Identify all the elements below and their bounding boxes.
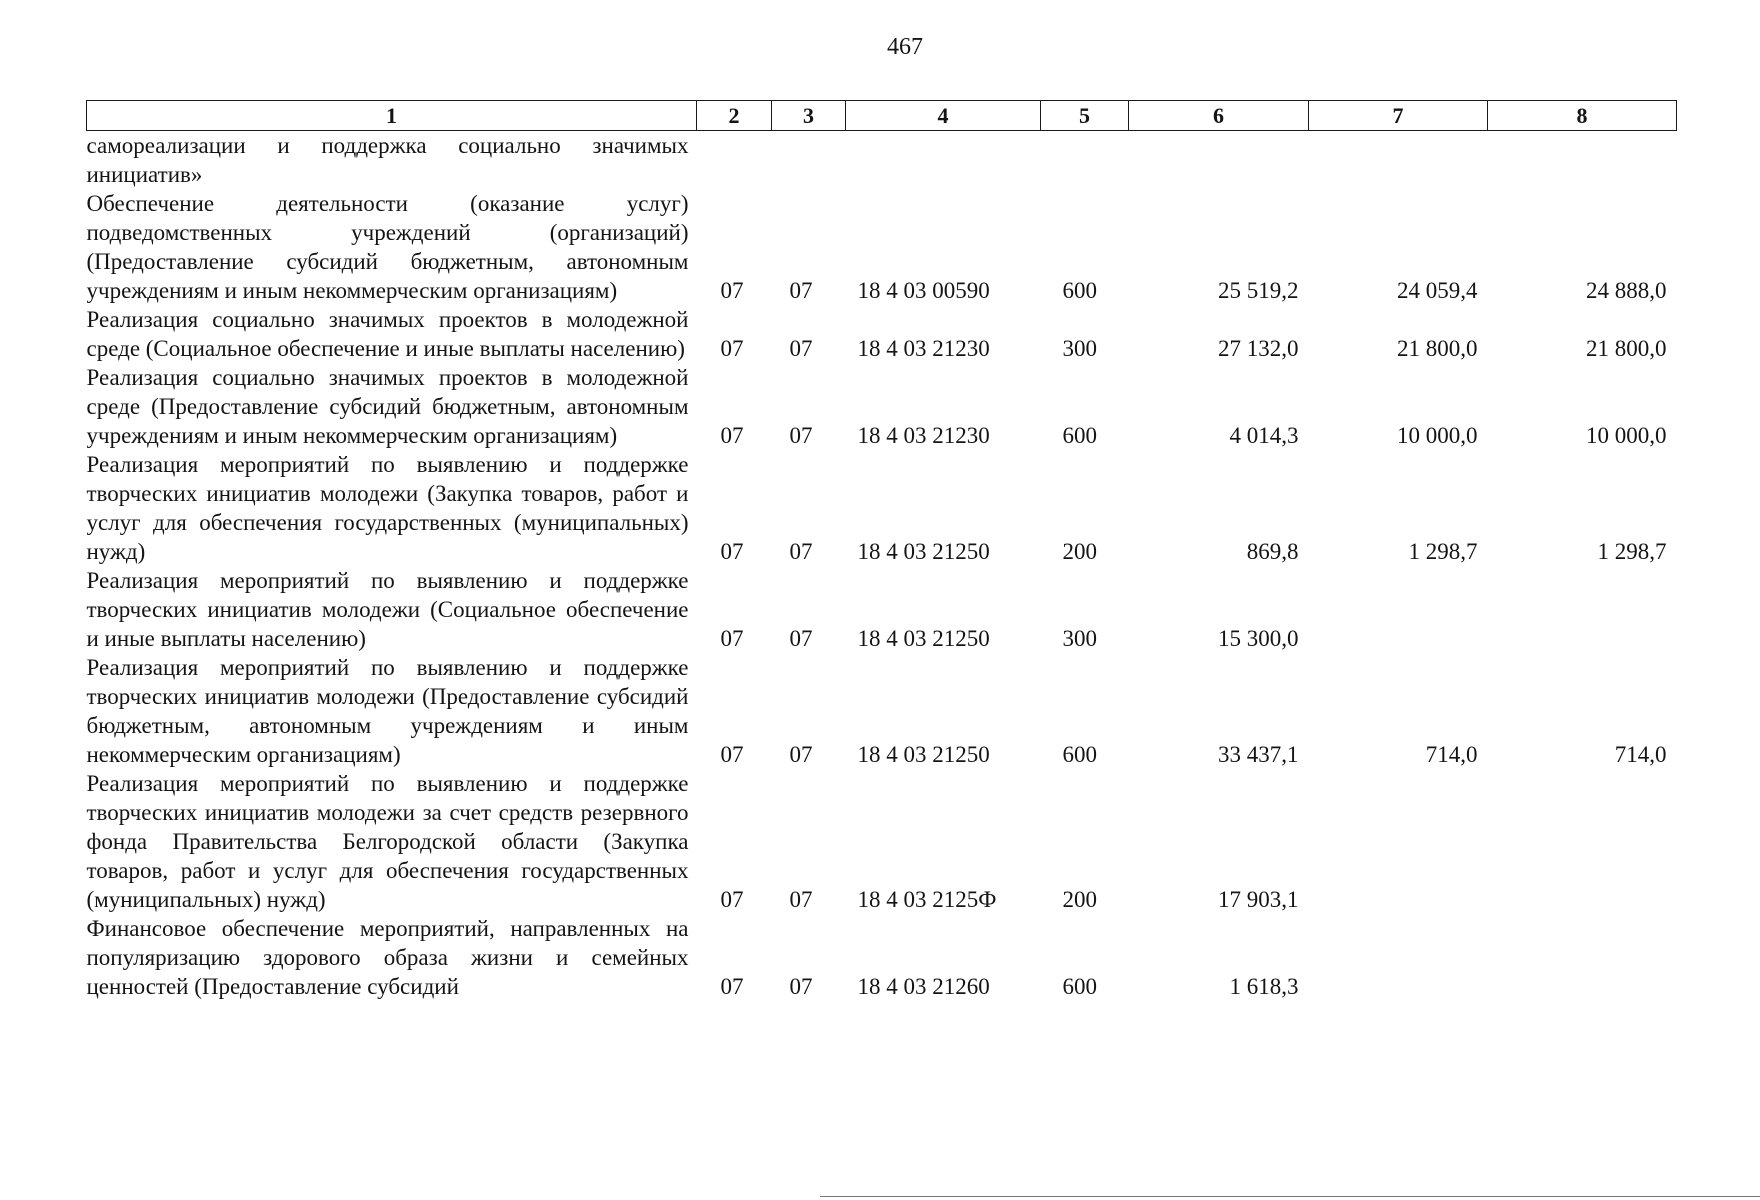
row-section-code: 07 [720, 336, 744, 361]
row-amount-col6: 869,8 [1246, 539, 1299, 564]
row-target-code [846, 131, 1041, 190]
table-row [87, 450, 1677, 566]
row-section-code: 07 [720, 278, 744, 303]
row-amount-col8: 10 000,0 [1586, 423, 1667, 448]
row-target-code: 18 4 03 21230 [857, 423, 990, 448]
row-description: Обеспечение деятельности (оказание услуг) подведомственных учреждений (организаций) (Предоставление субсидий бюджетным, автономным учреждениям и иным некоммерческим организациям) [86, 191, 689, 303]
row-amount-col6: 1 618,3 [1229, 974, 1299, 999]
row-amount-col8 [1488, 914, 1677, 1001]
row-amount-col7: 21 800,0 [1397, 336, 1478, 361]
page-number: 467 [887, 34, 923, 60]
row-subsection-code: 07 [789, 974, 813, 999]
row-amount-col7: 24 059,4 [1397, 278, 1478, 303]
row-amount-col8: 1 298,7 [1597, 539, 1667, 564]
row-amount-col7 [1309, 566, 1488, 653]
row-subsection-code: 07 [789, 539, 813, 564]
row-amount-col7 [1309, 914, 1488, 1001]
table-row [87, 131, 1677, 190]
row-section-code: 07 [720, 626, 744, 651]
table-header [87, 101, 1677, 131]
row-description: Финансовое обеспечение мероприятий, направленных на популяризацию здорового образа жизни и семейных ценностей (Предоставление субсидий [86, 916, 689, 999]
row-amount-col7: 10 000,0 [1397, 423, 1478, 448]
column-header-6: 6 [1129, 101, 1309, 131]
row-target-code: 18 4 03 21250 [857, 626, 990, 651]
budget-table [86, 100, 1677, 1001]
column-header-4: 4 [846, 101, 1041, 131]
table-row [87, 914, 1677, 1001]
row-amount-col8: 714,0 [1614, 742, 1667, 767]
row-subsection-code: 07 [789, 742, 813, 767]
row-expense-type: 300 [1062, 336, 1097, 361]
row-expense-type: 200 [1062, 539, 1097, 564]
row-amount-col8 [1488, 131, 1677, 190]
row-subsection-code: 07 [789, 626, 813, 651]
row-description: Реализация мероприятий по выявлению и поддержке творческих инициатив молодежи (Предоставление субсидий бюджетным, автономным учреждениям и иным некоммерческим организациям) [86, 655, 689, 767]
table-row [87, 363, 1677, 450]
row-target-code: 18 4 03 00590 [857, 278, 990, 303]
row-target-code: 18 4 03 21230 [857, 336, 990, 361]
row-section-code [697, 131, 772, 190]
column-header-7: 7 [1309, 101, 1488, 131]
header-row [87, 101, 1677, 131]
table-row [87, 189, 1677, 305]
row-description: Реализация социально значимых проектов в молодежной среде (Предоставление субсидий бюджетным, автономным учреждениям и иным некоммерческим организациям) [86, 365, 689, 448]
row-target-code: 18 4 03 21260 [857, 974, 990, 999]
table-row [87, 566, 1677, 653]
row-expense-type: 600 [1062, 423, 1097, 448]
row-amount-col7 [1309, 769, 1488, 914]
row-subsection-code [772, 131, 846, 190]
row-target-code: 18 4 03 21250 [857, 539, 990, 564]
column-header-5: 5 [1041, 101, 1129, 131]
row-subsection-code: 07 [789, 423, 813, 448]
row-amount-col8 [1488, 769, 1677, 914]
row-amount-col7 [1309, 131, 1488, 190]
row-subsection-code: 07 [789, 278, 813, 303]
row-expense-type: 600 [1062, 742, 1097, 767]
row-description: Реализация мероприятий по выявлению и поддержке творческих инициатив молодежи (Социальное обеспечение и иные выплаты населению) [86, 568, 689, 651]
row-expense-type: 300 [1062, 626, 1097, 651]
page-bottom-rule [820, 1196, 1760, 1197]
row-target-code: 18 4 03 21250 [857, 742, 990, 767]
table-row [87, 653, 1677, 769]
row-expense-type: 600 [1062, 974, 1097, 999]
row-amount-col8: 21 800,0 [1586, 336, 1667, 361]
column-header-3: 3 [772, 101, 846, 131]
row-description: Реализация мероприятий по выявлению и поддержке творческих инициатив молодежи за счет средств резервного фонда Правительства Белгородской области (Закупка товаров, работ и услуг для обеспечения государственных (муниципальных) нужд) [86, 771, 689, 912]
column-header-2: 2 [697, 101, 772, 131]
row-description: Реализация мероприятий по выявлению и поддержке творческих инициатив молодежи (Закупка товаров, работ и услуг для обеспечения государственных (муниципальных) нужд) [86, 452, 689, 564]
row-amount-col8 [1488, 566, 1677, 653]
column-header-1: 1 [87, 101, 697, 131]
row-expense-type: 600 [1062, 278, 1097, 303]
row-subsection-code: 07 [789, 336, 813, 361]
row-section-code: 07 [720, 974, 744, 999]
row-amount-col6: 17 903,1 [1218, 887, 1299, 912]
row-section-code: 07 [720, 887, 744, 912]
row-amount-col6: 27 132,0 [1218, 336, 1299, 361]
row-description: самореализации и поддержка социально значимых инициатив» [86, 133, 689, 187]
row-amount-col6: 4 014,3 [1229, 423, 1299, 448]
row-section-code: 07 [720, 539, 744, 564]
row-section-code: 07 [720, 742, 744, 767]
row-expense-type: 200 [1062, 887, 1097, 912]
row-subsection-code: 07 [789, 887, 813, 912]
row-expense-type [1041, 131, 1129, 190]
row-section-code: 07 [720, 423, 744, 448]
table-row [87, 769, 1677, 914]
row-description: Реализация социально значимых проектов в молодежной среде (Социальное обеспечение и иные выплаты населению) [86, 307, 689, 361]
row-amount-col6: 33 437,1 [1218, 742, 1299, 767]
table-body [87, 131, 1677, 1002]
column-header-8: 8 [1488, 101, 1677, 131]
row-target-code: 18 4 03 2125Ф [857, 887, 997, 912]
row-amount-col7: 714,0 [1425, 742, 1478, 767]
table-row [87, 305, 1677, 363]
row-amount-col6: 25 519,2 [1218, 278, 1299, 303]
row-amount-col7: 1 298,7 [1408, 539, 1478, 564]
row-amount-col6 [1129, 131, 1309, 190]
row-amount-col6: 15 300,0 [1218, 626, 1299, 651]
row-amount-col8: 24 888,0 [1586, 278, 1667, 303]
